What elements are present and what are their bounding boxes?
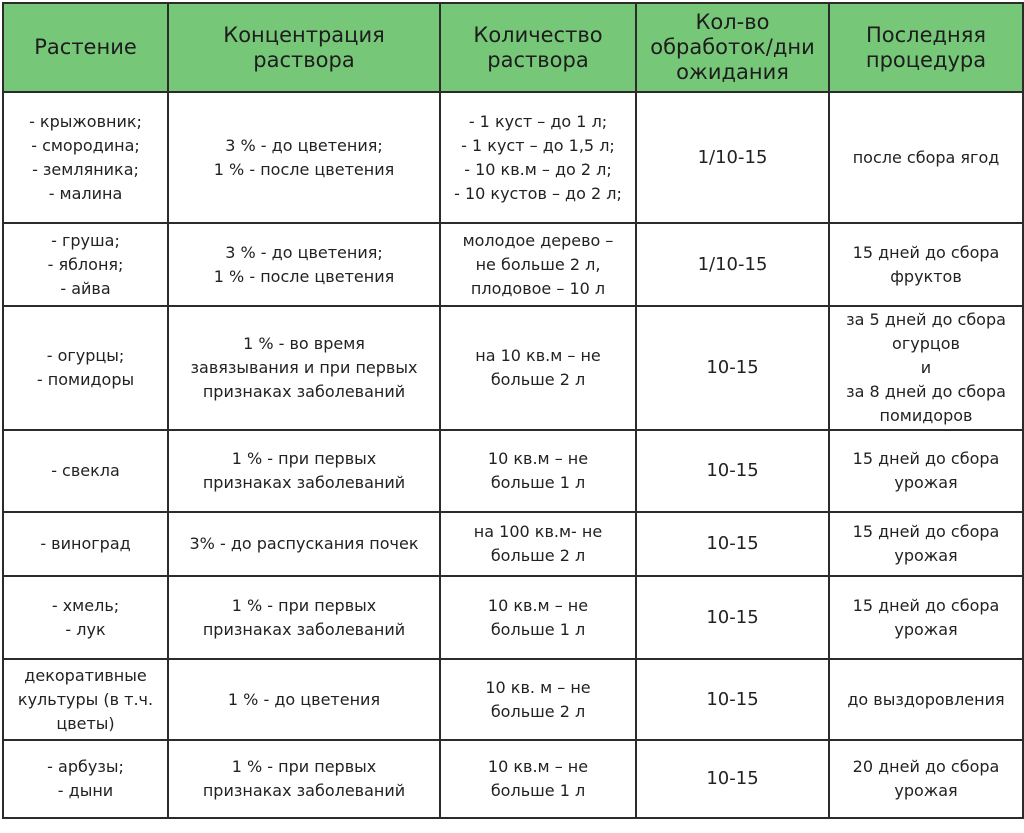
cell-line: помидоров — [879, 406, 973, 425]
treatments-cell — [636, 306, 829, 430]
cell-line: больше 1 л — [490, 473, 586, 492]
amount-cell — [440, 740, 636, 818]
table-row — [3, 740, 1023, 818]
cell-line: признаках заболеваний — [202, 781, 406, 800]
cell-line: 3% - до распускания почек — [189, 534, 419, 553]
cell-line: 3 % - до цветения; — [225, 135, 383, 155]
treatment-table — [2, 2, 1024, 819]
last-procedure-cell — [829, 576, 1023, 659]
cell-line: - дыни — [57, 781, 114, 800]
cell-line: - груша; — [51, 230, 120, 250]
header-row — [3, 3, 1023, 92]
cell-line: 1/10-15 — [697, 146, 768, 168]
cell-line: не больше 2 л, — [475, 254, 601, 274]
cell-line: - хмель; — [51, 595, 120, 615]
cell-line: 1 % - во время — [243, 334, 365, 353]
cell-line: до выздоровления — [847, 689, 1005, 709]
cell-line: 1 % - до цветения — [227, 689, 381, 709]
cell-line: больше 2 л — [490, 546, 586, 565]
cell-line: - свекла — [51, 461, 120, 480]
cell-line: на 10 кв.м – не — [475, 346, 601, 365]
table-row — [3, 306, 1023, 430]
treatments-cell — [636, 576, 829, 659]
last-procedure-cell — [829, 512, 1023, 576]
table-row — [3, 512, 1023, 576]
cell-line: больше 2 л — [490, 370, 586, 389]
table-row — [3, 223, 1023, 306]
cell-line: - айва — [60, 278, 111, 298]
cell-line: после сбора ягод — [852, 147, 1000, 167]
cell-line: 3 % - до цветения; — [225, 242, 383, 262]
cell-line: - яблоня; — [47, 254, 124, 274]
cell-line: больше 1 л — [490, 619, 586, 639]
cell-line: 10-15 — [706, 606, 759, 628]
cell-line: фруктов — [890, 266, 962, 286]
cell-line: - 1 куст – до 1,5 л; — [461, 135, 615, 155]
cell-line: больше 1 л — [490, 781, 586, 800]
amount-cell — [440, 512, 636, 576]
header-concentration: Концентрация раствора — [168, 3, 440, 92]
amount-cell — [440, 659, 636, 740]
cell-line: 1 % - после цветения — [213, 266, 395, 286]
cell-line: огурцов — [892, 334, 960, 353]
cell-line: 10 кв.м – не — [487, 595, 589, 615]
cell-line: 10 кв. м – не — [485, 677, 591, 697]
header-last-procedure: Последняя процедура — [829, 3, 1023, 92]
cell-line: 15 дней до сбора — [852, 449, 1000, 468]
last-procedure-cell — [829, 430, 1023, 512]
cell-line: за 8 дней до сбора — [846, 382, 1006, 401]
last-procedure-cell — [829, 306, 1023, 430]
cell-line: признаках заболеваний — [202, 473, 406, 492]
amount-cell — [440, 223, 636, 306]
cell-line: - огурцы; — [46, 346, 125, 365]
cell-line: 1 % - при первых — [231, 757, 377, 776]
plant-cell — [3, 659, 168, 740]
cell-line: 15 дней до сбора — [852, 242, 1000, 262]
cell-line: 15 дней до сбора — [852, 522, 1000, 541]
cell-line: 10 кв.м – не — [487, 449, 589, 468]
concentration-cell — [168, 512, 440, 576]
treatments-cell — [636, 92, 829, 223]
cell-line: 10-15 — [706, 688, 759, 710]
cell-line: признаках заболеваний — [202, 619, 406, 639]
treatments-cell — [636, 512, 829, 576]
cell-line: - арбузы; — [47, 757, 124, 776]
amount-cell — [440, 576, 636, 659]
cell-line: - крыжовник; — [29, 111, 142, 131]
treatments-cell — [636, 659, 829, 740]
cell-line: цветы) — [56, 713, 115, 733]
cell-line: урожая — [894, 781, 958, 800]
table-row — [3, 659, 1023, 740]
amount-cell — [440, 92, 636, 223]
concentration-cell — [168, 430, 440, 512]
cell-line: плодовое – 10 л — [470, 278, 606, 298]
cell-line: - 10 кв.м – до 2 л; — [464, 159, 612, 179]
plant-cell — [3, 512, 168, 576]
cell-line: декоративные — [24, 665, 147, 685]
cell-line: за 5 дней до сбора — [846, 310, 1006, 329]
cell-line: - 10 кустов – до 2 л; — [454, 183, 622, 203]
cell-line: 1 % - при первых — [231, 449, 377, 468]
cell-line: - лук — [65, 619, 106, 639]
plant-cell — [3, 306, 168, 430]
plant-cell — [3, 223, 168, 306]
cell-line: 10-15 — [706, 460, 759, 481]
cell-line: - виноград — [40, 534, 131, 553]
cell-line: - помидоры — [36, 370, 135, 389]
concentration-cell — [168, 223, 440, 306]
treatments-cell — [636, 740, 829, 818]
cell-line: - малина — [48, 183, 123, 203]
cell-line: урожая — [894, 473, 958, 492]
cell-line: 10-15 — [706, 768, 759, 789]
cell-line: культуры (в т.ч. — [17, 689, 154, 709]
plant-cell — [3, 92, 168, 223]
table-body — [3, 92, 1023, 818]
header-amount: Количество раствора — [440, 3, 636, 92]
cell-line: больше 2 л — [490, 701, 586, 721]
plant-cell — [3, 740, 168, 818]
cell-line: 15 дней до сбора — [852, 595, 1000, 615]
cell-line: 1 % - при первых — [231, 595, 377, 615]
cell-line: урожая — [894, 546, 958, 565]
table-row — [3, 576, 1023, 659]
cell-line: - 1 куст – до 1 л; — [468, 111, 608, 131]
treatments-cell — [636, 223, 829, 306]
cell-line: 10-15 — [706, 357, 759, 378]
cell-line: 10-15 — [706, 533, 759, 554]
concentration-cell — [168, 576, 440, 659]
cell-line: завязывания и при первых — [190, 358, 418, 377]
cell-line: 1/10-15 — [697, 253, 768, 275]
cell-line: 1 % - после цветения — [213, 159, 395, 179]
cell-line: 10 кв.м – не — [487, 757, 589, 776]
last-procedure-cell — [829, 223, 1023, 306]
header-plant: Растение — [3, 3, 168, 92]
concentration-cell — [168, 92, 440, 223]
cell-line: признаках заболеваний — [202, 382, 406, 401]
treatments-cell — [636, 430, 829, 512]
plant-cell — [3, 576, 168, 659]
cell-line: и — [920, 358, 932, 377]
header-treatments: Кол-во обработок/дни ожидания — [636, 3, 829, 92]
plant-cell — [3, 430, 168, 512]
amount-cell — [440, 430, 636, 512]
cell-line: урожая — [894, 619, 958, 639]
last-procedure-cell — [829, 659, 1023, 740]
amount-cell — [440, 306, 636, 430]
table-row — [3, 92, 1023, 223]
concentration-cell — [168, 306, 440, 430]
table-row — [3, 430, 1023, 512]
last-procedure-cell — [829, 740, 1023, 818]
cell-line: 20 дней до сбора — [852, 757, 1000, 776]
cell-line: молодое дерево – — [462, 230, 614, 250]
last-procedure-cell — [829, 92, 1023, 223]
concentration-cell — [168, 740, 440, 818]
concentration-cell — [168, 659, 440, 740]
cell-line: - смородина; — [31, 135, 140, 155]
cell-line: - земляника; — [32, 159, 139, 179]
cell-line: на 100 кв.м- не — [473, 522, 603, 541]
